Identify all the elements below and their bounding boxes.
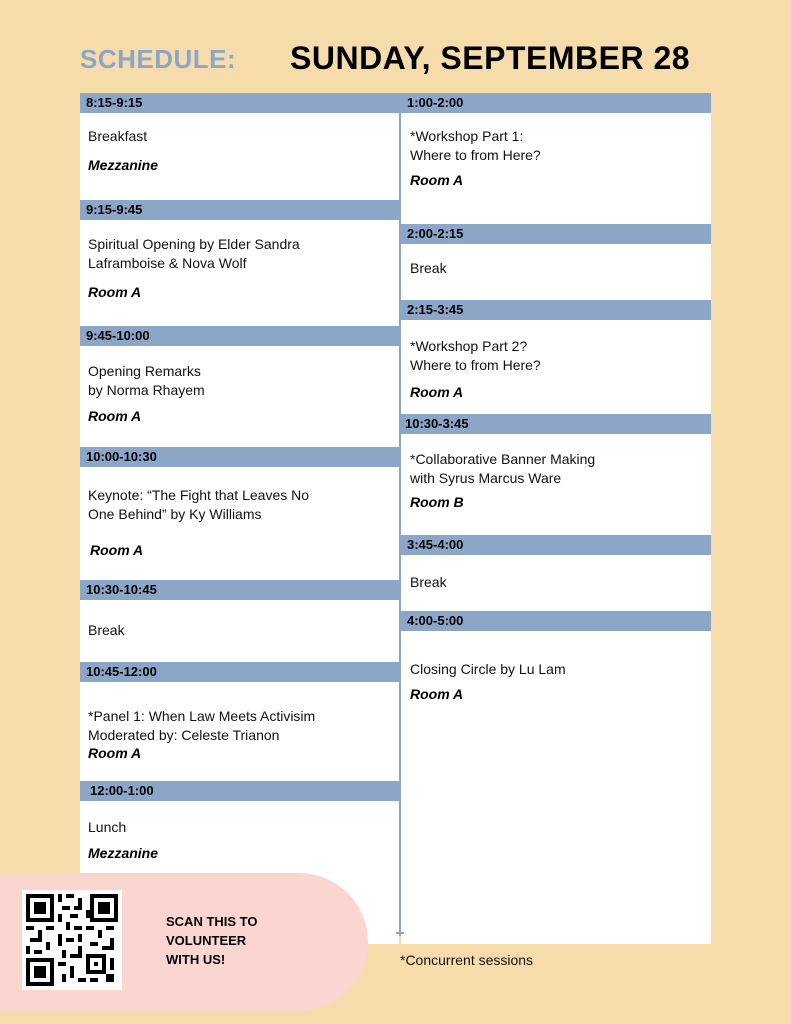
qr-code-icon[interactable] <box>22 890 122 990</box>
concurrent-footnote: *Concurrent sessions <box>400 952 534 968</box>
time-band: 12:00-1:00 <box>80 781 399 801</box>
time-band: 9:15-9:45 <box>80 200 399 220</box>
session-room: Room A <box>88 284 142 300</box>
session-room: Room A <box>410 172 464 188</box>
session-room: Room A <box>410 384 464 400</box>
session-title: Break <box>410 574 447 590</box>
volunteer-line: VOLUNTEER <box>166 933 247 948</box>
time-band: 10:45-12:00 <box>80 662 399 682</box>
session-title: Lunch <box>88 819 127 835</box>
session-title: Opening Remarks <box>88 363 201 379</box>
session-title: Where to from Here? <box>410 357 541 373</box>
time-band: 4:00-5:00 <box>401 611 711 631</box>
session-room: Room A <box>90 542 144 558</box>
schedule-label: SCHEDULE: <box>80 44 237 74</box>
time-band: 2:00-2:15 <box>401 224 711 244</box>
column-divider-tip <box>396 932 404 934</box>
session-title: Closing Circle by Lu Lam <box>410 661 566 677</box>
session-title: *Workshop Part 2? <box>410 338 528 354</box>
session-room: Room A <box>88 745 142 761</box>
session-title: Breakfast <box>88 128 148 144</box>
session-title: Moderated by: Celeste Trianon <box>88 727 280 743</box>
session-title: Keynote: “The Fight that Leaves No <box>88 487 310 503</box>
time-band: 10:30-3:45 <box>401 414 711 434</box>
volunteer-line: SCAN THIS TO <box>166 914 258 929</box>
right-column-panel <box>401 93 711 944</box>
schedule-date: SUNDAY, SEPTEMBER 28 <box>290 40 691 76</box>
session-room: Room A <box>88 408 142 424</box>
session-room: Room A <box>410 686 464 702</box>
session-title: *Collaborative Banner Making <box>410 451 596 467</box>
session-title: Break <box>88 622 125 638</box>
session-title: One Behind” by Ky Williams <box>88 506 262 522</box>
time-band: 10:30-10:45 <box>80 580 399 600</box>
session-room: Room B <box>410 494 464 510</box>
session-title: Break <box>410 260 447 276</box>
time-band: 8:15-9:15 <box>80 93 399 113</box>
time-band: 9:45-10:00 <box>80 326 399 346</box>
time-band: 1:00-2:00 <box>401 93 711 113</box>
session-title: Spiritual Opening by Elder Sandra <box>88 236 300 252</box>
session-title: Laframboise & Nova Wolf <box>88 255 247 271</box>
session-title: *Workshop Part 1: <box>410 128 524 144</box>
session-title: by Norma Rhayem <box>88 382 205 398</box>
time-band: 2:15-3:45 <box>401 300 711 320</box>
session-title: with Syrus Marcus Ware <box>410 470 562 486</box>
volunteer-line: WITH US! <box>166 952 226 967</box>
session-title: Where to from Here? <box>410 147 541 163</box>
time-band: 10:00-10:30 <box>80 447 399 467</box>
session-title: *Panel 1: When Law Meets Activisim <box>88 708 316 724</box>
session-room: Mezzanine <box>88 157 159 173</box>
volunteer-text <box>166 912 258 969</box>
session-room: Mezzanine <box>88 845 159 861</box>
column-divider <box>399 93 401 936</box>
time-band: 3:45-4:00 <box>401 535 711 555</box>
